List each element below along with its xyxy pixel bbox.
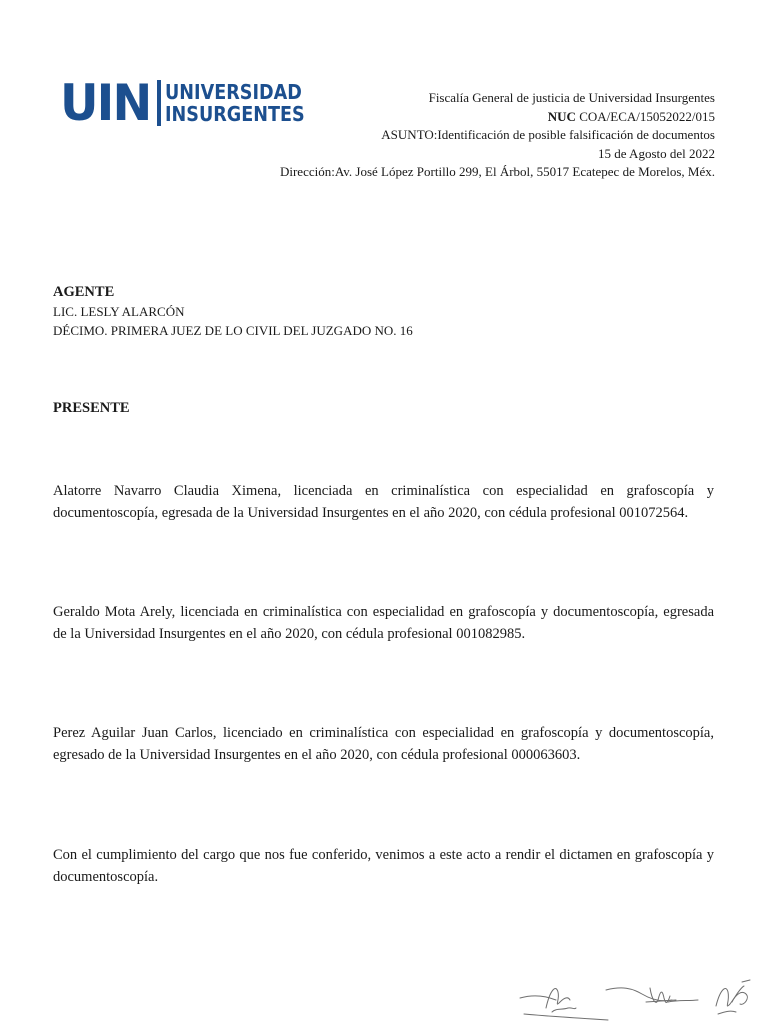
nuc-label: NUC [547,108,576,124]
recipient-position: DÉCIMO. PRIMERA JUEZ DE LO CIVIL DEL JUZGADO NO. 16 [53,323,413,338]
header-address: Dirección:Av. José López Portillo 299, El Árbol, 55017 Ecatepec de Morelos, Méx. [279,164,715,179]
recipient-block [53,283,413,340]
nuc-value: COA/ECA/15052022/015 [575,108,715,124]
paragraph-2: Geraldo Mota Arely, licenciada en criminalística con especialidad en grafoscopía y documentoscopía, egresada de la Universidad Insurgentes en el año 2020, con cédula profesional 001082985. [53,604,714,642]
paragraph-3: Perez Aguilar Juan Carlos, licenciado en criminalística con especialidad en grafoscopía y documentoscopía, egresado de la Universidad Insurgentes en el año 2020, con cédula profesional 000063603. [53,725,714,763]
signature-3 [706,976,758,1022]
logo-mark: UIN [60,74,151,132]
header-date: 15 de Agosto del 2022 [598,145,715,161]
logo-line-2: INSURGENTES [165,102,305,126]
signature-2 [602,980,702,1020]
header-subject: ASUNTO:Identificación de posible falsificación de documentos [381,127,715,142]
recipient-heading: AGENTE [53,284,115,300]
header-institution: Fiscalía General de justicia de Universidad Insurgentes [428,90,715,105]
recipient-name: LIC. LESLY ALARCÓN [53,304,185,319]
signature-1 [516,978,612,1022]
header-nuc [280,108,715,127]
paragraph-4: Con el cumplimiento del cargo que nos fue conferido, venimos a este acto a rendir el dictamen en grafoscopía y documentoscopía. [53,847,714,885]
logo-divider [157,80,161,126]
logo-line-1: UNIVERSIDAD [165,80,302,104]
document-header [280,89,715,182]
salutation: PRESENTE [53,400,130,416]
paragraph-1: Alatorre Navarro Claudia Ximena, licenciada en criminalística con especialidad en grafoscopía y documentoscopía, egresada de la Universidad Insurgentes en el año 2020, con cédula profesional 001072564. [53,483,714,521]
